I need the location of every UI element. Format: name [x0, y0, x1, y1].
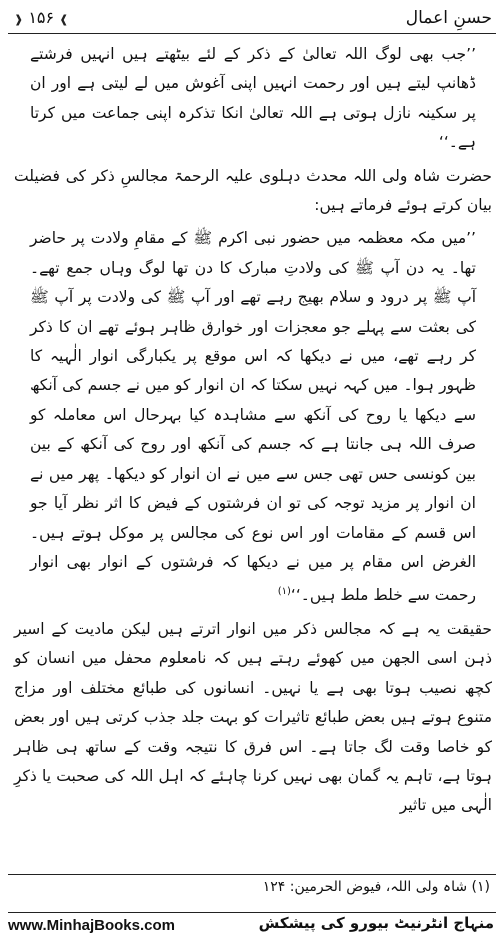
quote-mawlid-paragraph — [14, 224, 492, 610]
ornament-right-icon: ❱ — [59, 13, 69, 26]
footnote-marker: (۱) — [277, 586, 291, 598]
page-number — [14, 8, 68, 27]
footnote-divider — [8, 874, 496, 875]
running-title: حسنِ اعمال — [405, 8, 492, 28]
header-divider — [8, 33, 496, 34]
quote-mawlid-text: ’’میں مکہ معظمہ میں حضور نبی اکرم ﷺ کے مقامِ ولادت پر حاضر تھا۔ یہ دن آپ ﷺ کی ولادتِ مبارک کا دن تھا لوگ وہاں جمع تھے۔ آپ ﷺ پر درود و سلام بھیج رہے تھے اور آپ ﷺ کی ولادت پر آپ ﷺ کی بعثت سے پہلے جو معجزات اور خوارق ظاہر ہوئے تھے ان کا ذکر کر رہے تھے، میں نے دیکھا کہ اس موقع پر یکبارگی انوار الٰہیہ کا ظہور ہوا۔ میں کہہ نہیں سکتا کہ ان انوار کو میں نے جسم کی آنکھ سے دیکھا یا روح کی آنکھ سے مشاہدہ کیا بہرحال اس معاملہ کو صرف اللہ ہی جانتا ہے کہ جسم کی آنکھ اور روح کی آنکھ کے بین بین کونسی حس تھی جس سے میں نے ان انوار کو دیکھا۔ پھر میں نے ان انوار پر مزید توجہ کی تو ان فرشتوں کے فیض کا اثر نظر آیا جو اس قسم کے مقامات اور اس نوع کی مجالس پر موکل ہوتے ہیں۔ الغرض اس مقام پر میں نے دیکھا کہ فرشتوں کے انوار بھی انوار رحمت سے خلط ملط ہیں۔‘‘ — [30, 229, 476, 605]
footer-divider — [8, 912, 496, 913]
ornament-left-icon: ❰ — [14, 13, 24, 26]
website-link[interactable]: www.MinhajBooks.com — [8, 917, 175, 934]
intro-paragraph: حضرت شاہ ولی اللہ محدث دہلوی علیہ الرحمۃ مجالسِ ذکر کی فضیلت بیان کرتے ہوئے فرماتے ہیں: — [14, 166, 492, 215]
reality-paragraph: حقیقت یہ ہے کہ مجالس ذکر میں انوار اترتے ہیں لیکن مادیت کے اسیر ذہن اسی الجھن میں کھوئے رہتے ہیں کہ نامعلوم محفل میں انسان کو کچھ نصیب ہوتا بھی ہے یا نہیں۔ انسانوں کی طبائع مختلف اور مزاج متنوع ہوتے ہیں بعض طبائع تاثیرات کو بہت جلد جذب کرتی ہیں اور بعض کو خاصا وقت لگ جاتا ہے۔ اس فرق کا نتیجہ وقت کے ساتھ ہی ظاہر ہوتا ہے، تاہم یہ گمان بھی نہیں کرنا چاہئے کہ اہل اللہ کی صحبت یا ذکرِ الٰہی میں تاثیر — [14, 619, 492, 815]
publisher-credit: منہاج انٹرنیٹ بیورو کی پیشکش — [258, 914, 494, 932]
footnote: (۱) شاہ ولی اللہ، فیوض الحرمین: ۱۲۴ — [262, 879, 490, 895]
page-header — [8, 4, 496, 34]
page-number-value: ۱۵۶ — [28, 8, 55, 27]
quote-angels-paragraph: ’’جب بھی لوگ اللہ تعالیٰ کے ذکر کے لئے بیٹھتے ہیں انہیں فرشتے ڈھانپ لیتے ہیں اور رحمت انہیں اپنی آغوش میں لے لیتی ہے اور ان پر سکینہ نازل ہوتی ہے اللہ تعالیٰ انکا تذکرہ اپنی جماعت میں کرتا ہے۔‘‘ — [30, 45, 476, 152]
page-body — [14, 40, 492, 821]
